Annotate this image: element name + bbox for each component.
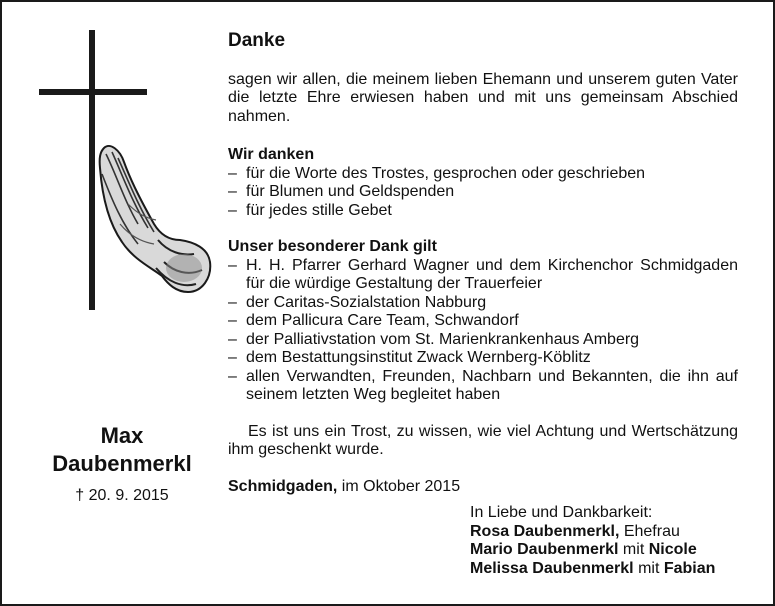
list-item: – H. H. Pfarrer Gerhard Wagner und dem Kirchenchor Schmidgaden für die würdige Gestaltung der Trauerfeier bbox=[228, 257, 738, 294]
list-item: – für die Worte des Trostes, gesprochen oder geschrieben bbox=[228, 165, 738, 184]
signature-name: Mario Daubenmerkl bbox=[470, 541, 619, 558]
list-item: – der Palliativstation vom St. Marienkrankenhaus Amberg bbox=[228, 331, 738, 350]
thanks-list bbox=[228, 165, 738, 221]
list-item: – allen Verwandten, Freunden, Nachbarn und Bekannten, die ihn auf seinem letzten Weg begleitet haben bbox=[228, 368, 738, 405]
signature-line-3 bbox=[470, 560, 715, 579]
signature-intro: In Liebe und Dankbarkeit: bbox=[470, 504, 653, 521]
signature-connector: mit bbox=[633, 559, 664, 577]
intro-paragraph: sagen wir allen, die meinem lieben Ehemann und unserem guten Vater die letzte Ehre erwiesen haben und mit uns gemeinsam Abschied nahmen. bbox=[228, 70, 738, 125]
signature-partner: Nicole bbox=[648, 541, 697, 558]
signature-line-1 bbox=[470, 523, 715, 542]
special-thanks-list bbox=[228, 257, 738, 405]
place: Schmidgaden, bbox=[228, 477, 338, 495]
signature-name: Rosa Daubenmerkl, bbox=[470, 522, 620, 540]
deceased-name bbox=[22, 422, 222, 478]
signature-role: Ehefrau bbox=[619, 522, 680, 540]
cross-icon-horizontal bbox=[39, 89, 147, 95]
signature-connector: mit bbox=[618, 541, 649, 558]
special-thanks-heading: Unser besonderer Dank gilt bbox=[228, 238, 437, 255]
signature-partner: Fabian bbox=[663, 559, 716, 577]
death-date: † 20. 9. 2015 bbox=[75, 487, 169, 504]
closing-paragraph: Es ist uns ein Trost, zu wissen, wie viel Achtung und Wertschätzung ihm geschenkt wurde. bbox=[228, 422, 738, 458]
list-item: – dem Pallicura Care Team, Schwandorf bbox=[228, 312, 738, 331]
signature-name: Melissa Daubenmerkl bbox=[470, 559, 634, 577]
thanks-heading: Wir danken bbox=[228, 146, 315, 163]
first-name: Max bbox=[100, 423, 144, 448]
page-title: Danke bbox=[228, 30, 286, 51]
place-date-line bbox=[228, 478, 738, 497]
cross-icon-vertical bbox=[89, 30, 95, 310]
last-name: Daubenmerkl bbox=[52, 451, 192, 476]
praying-hands-icon bbox=[98, 144, 214, 296]
signature-block bbox=[470, 504, 715, 578]
main-text bbox=[228, 32, 738, 506]
signature-line-2 bbox=[470, 541, 715, 560]
list-item: – dem Bestattungsinstitut Zwack Wernberg-Köblitz bbox=[228, 349, 738, 368]
list-item: – für jedes stille Gebet bbox=[228, 202, 738, 221]
list-item: – der Caritas-Sozialstation Nabburg bbox=[228, 294, 738, 313]
place-date: im Oktober 2015 bbox=[337, 477, 461, 495]
list-item: – für Blumen und Geldspenden bbox=[228, 183, 738, 202]
